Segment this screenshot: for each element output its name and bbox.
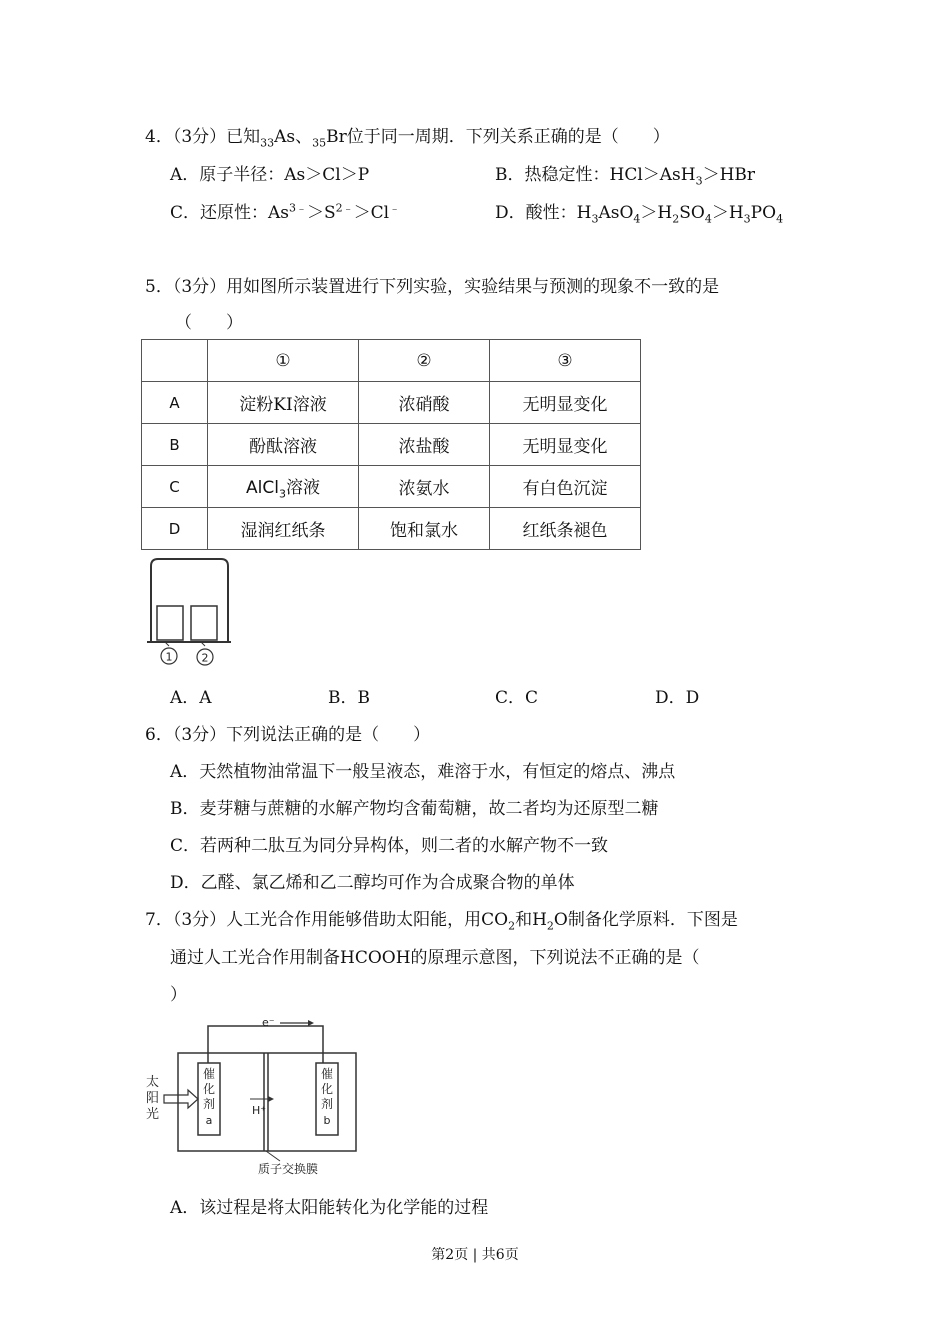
q4-option-d: D．酸性：$H_3AsO_4>H_2SO_4>H_3PO_4$	[495, 203, 784, 226]
cat-b-char-2: 化	[320, 1082, 334, 1096]
table-header-row	[142, 340, 641, 382]
hplus-label: H⁺	[252, 1104, 267, 1117]
q5-table	[141, 339, 641, 550]
table-cell: B	[142, 424, 208, 466]
cat-a-char-4: a	[205, 1114, 213, 1127]
table-cell: 有白色沉淀	[490, 466, 641, 508]
sun-char-1: 太	[146, 1075, 160, 1090]
q6-option-d: D．乙醛、氯乙烯和乙二醇均可作为合成聚合物的单体	[170, 873, 575, 893]
table-row	[142, 466, 641, 508]
table-cell: 酚酞溶液	[208, 424, 359, 466]
sun-char-2: 阳	[146, 1091, 160, 1106]
cat-a-char-2: 化	[202, 1082, 216, 1096]
table-row	[142, 424, 641, 466]
table-cell: 淀粉KI溶液	[208, 382, 359, 424]
cat-b-char-1: 催	[320, 1067, 334, 1081]
membrane-label: 质子交换膜	[258, 1162, 319, 1176]
table-cell: 无明显变化	[490, 424, 641, 466]
table-cell: 浓盐酸	[359, 424, 490, 466]
electron-label: e⁻	[262, 1016, 275, 1029]
q6-stem: 6．（3分）下列说法正确的是（ ）	[145, 725, 431, 745]
q7-stem-line3: ）	[170, 985, 187, 1005]
q6-option-b: B．麦芽糖与蔗糖的水解产物均含葡萄糖，故二者均为还原型二糖	[170, 799, 659, 819]
q5-option-b: B．B	[328, 688, 370, 708]
table-row	[142, 382, 641, 424]
table-cell: 湿润红纸条	[208, 508, 359, 550]
cat-b-char-3: 剂	[320, 1097, 334, 1111]
cat-a-char-3: 剂	[202, 1097, 216, 1111]
table-cell: 无明显变化	[490, 382, 641, 424]
table-cell: ③	[490, 340, 641, 382]
table-cell: AlCl$_3$溶液	[208, 466, 359, 508]
table-cell: 浓氨水	[359, 466, 490, 508]
q7-stem-line2: 通过人工光合作用制备HCOOH的原理示意图，下列说法不正确的是（	[170, 948, 700, 968]
cat-a-char-1: 催	[202, 1067, 216, 1081]
q7-photosynthesis-diagram	[140, 1016, 365, 1181]
fig-label-1: 1	[165, 650, 173, 664]
table-cell: 浓硝酸	[359, 382, 490, 424]
table-cell: D	[142, 508, 208, 550]
q4-option-b: B．热稳定性：HCl＞AsH$_3$＞HBr	[495, 165, 756, 188]
q5-option-d: D．D	[655, 688, 700, 708]
q5-apparatus-figure	[143, 556, 235, 668]
q5-paren: （ ）	[175, 313, 243, 333]
q5-option-a: A．A	[170, 688, 212, 708]
fig-label-2: 2	[201, 651, 209, 665]
q7-option-a: A．该过程是将太阳能转化为化学能的过程	[170, 1198, 489, 1218]
q4-option-c: C．还原性：$As^{3﹣}>S^{2﹣}>Cl^﹣$	[170, 201, 401, 223]
table-row	[142, 508, 641, 550]
table-cell	[142, 340, 208, 382]
table-cell: ①	[208, 340, 359, 382]
table-cell: 饱和氯水	[359, 508, 490, 550]
q7-stem-line1: 7．（3分）人工光合作用能够借助太阳能，用$CO_2$和$H_2O$制备化学原料．下图是	[145, 910, 738, 933]
q5-stem: 5．（3分）用如图所示装置进行下列实验，实验结果与预测的现象不一致的是	[145, 277, 720, 297]
sunlight-arrow-icon	[164, 1090, 198, 1108]
q6-option-a: A．天然植物油常温下一般呈液态，难溶于水，有恒定的熔点、沸点	[170, 762, 676, 782]
q5-option-c: C．C	[495, 688, 539, 708]
cat-b-char-4: b	[323, 1114, 331, 1127]
table-cell: ②	[359, 340, 490, 382]
page-footer: 第2页 | 共6页	[431, 1247, 519, 1263]
table-cell: A	[142, 382, 208, 424]
table-cell: C	[142, 466, 208, 508]
q4-stem: 4．（3分）已知$_{33}$As、$_{35}$Br位于同一周期．下列关系正确的是（ ）	[145, 127, 670, 150]
table-cell: 红纸条褪色	[490, 508, 641, 550]
q4-option-a: A．原子半径：As＞Cl＞P	[170, 165, 370, 185]
q6-option-c: C．若两种二肽互为同分异构体，则二者的水解产物不一致	[170, 836, 609, 856]
sun-char-3: 光	[146, 1107, 160, 1122]
